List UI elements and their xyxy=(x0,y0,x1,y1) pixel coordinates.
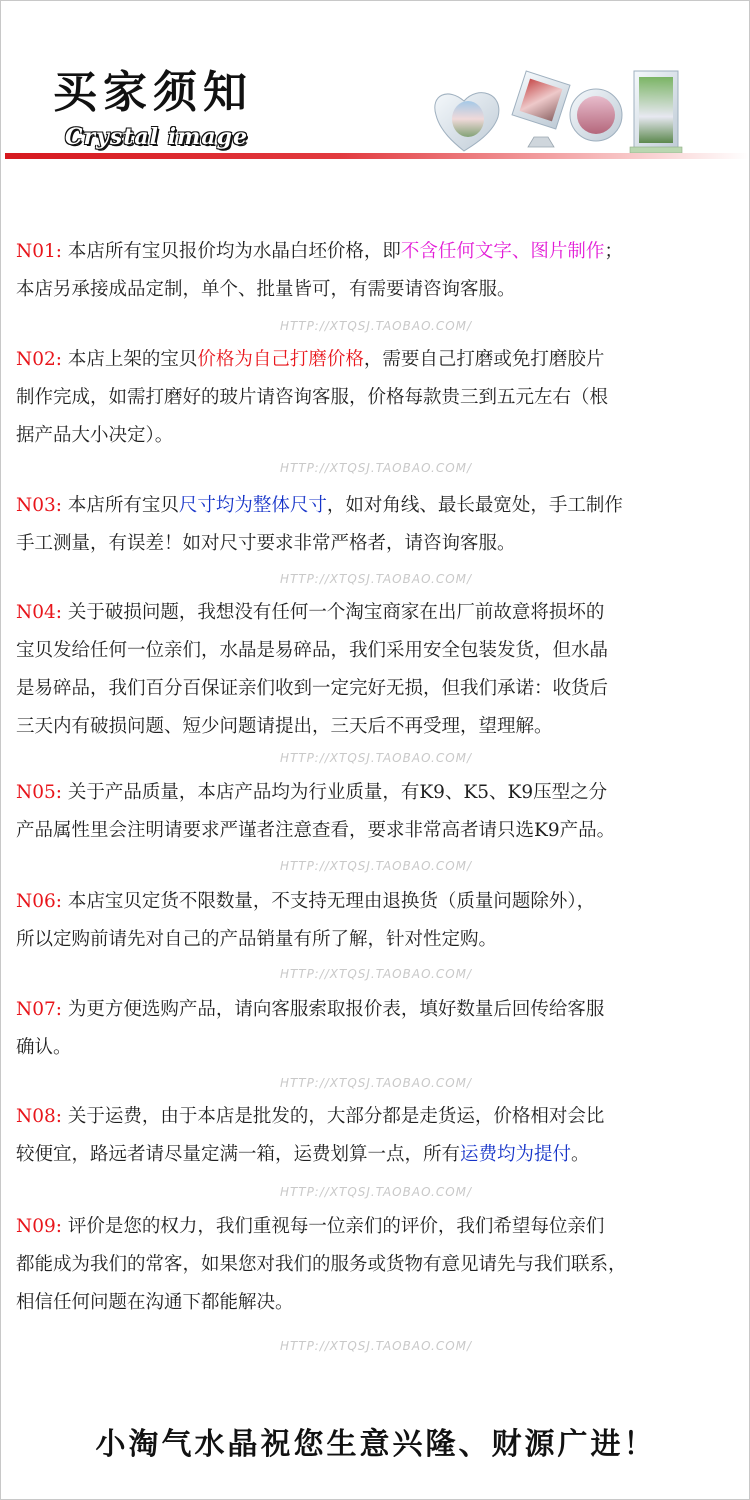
watermark-url: HTTP://XTQSJ.TAOBAO.COM/ xyxy=(279,859,473,873)
notice-line xyxy=(16,271,741,309)
notice-text: 产品属性里会注明请要求严谨者注意查看，要求非常高者请只选K9产品。 xyxy=(16,820,616,841)
footer-slogan: 小淘气水晶祝您生意兴隆、财源广进！ xyxy=(95,1427,657,1462)
notice-line xyxy=(16,1029,741,1067)
cube-crystal xyxy=(512,71,570,147)
notice-line xyxy=(16,708,741,746)
notice-line xyxy=(16,487,741,525)
notice-item-n04 xyxy=(16,594,741,746)
notice-text: 都能成为我们的常客，如果您对我们的服务或货物有意见请先与我们联系， xyxy=(16,1254,627,1275)
notice-text: 本店另承接成品定制，单个、批量皆可，有需要请咨询客服。 xyxy=(16,279,516,300)
watermark-url: HTTP://XTQSJ.TAOBAO.COM/ xyxy=(279,751,473,765)
highlight-text: 价格为自己打磨价格 xyxy=(197,349,364,370)
watermark-url: HTTP://XTQSJ.TAOBAO.COM/ xyxy=(279,572,473,586)
notice-line xyxy=(16,233,741,271)
notice-item-n06 xyxy=(16,883,741,959)
notice-number: N09: xyxy=(16,1216,62,1237)
notice-text: 本店所有宝贝 xyxy=(67,495,179,516)
notice-number: N06: xyxy=(16,891,62,912)
page-subtitle: Crystal image xyxy=(65,124,248,150)
notice-text: 评价是您的权力，我们重视每一位亲们的评价，我们希望每位亲们 xyxy=(67,1216,605,1237)
notice-number: N04: xyxy=(16,602,62,623)
notice-number: N01: xyxy=(16,241,62,262)
notice-item-n07 xyxy=(16,991,741,1067)
notice-item-n08 xyxy=(16,1098,741,1174)
notice-line xyxy=(16,1136,741,1174)
notice-line xyxy=(16,594,741,632)
highlight-text: 尺寸均为整体尺寸 xyxy=(178,495,327,516)
watermark-url: HTTP://XTQSJ.TAOBAO.COM/ xyxy=(279,967,473,981)
notice-text: 是易碎品，我们百分百保证亲们收到一定完好无损，但我们承诺：收货后 xyxy=(16,678,609,699)
notice-text: 确认。 xyxy=(16,1037,72,1058)
notice-text: 本店宝贝定货不限数量，不支持无理由退换货（质量问题除外）， xyxy=(67,891,596,912)
watermark-url: HTTP://XTQSJ.TAOBAO.COM/ xyxy=(279,319,473,333)
notice-text: 为更方便选购产品，请向客服索取报价表，填好数量后回传给客服 xyxy=(67,999,605,1020)
page-title: 买家须知 xyxy=(53,67,253,118)
header-divider xyxy=(5,153,749,159)
notice-line xyxy=(16,1246,741,1284)
notice-text: 手工测量，有误差！如对尺寸要求非常严格者，请咨询客服。 xyxy=(16,533,516,554)
plaque-crystal xyxy=(630,71,682,153)
notice-line xyxy=(16,1284,741,1322)
notice-number: N02: xyxy=(16,349,62,370)
watermark-url: HTTP://XTQSJ.TAOBAO.COM/ xyxy=(279,1339,473,1353)
notice-item-n09 xyxy=(16,1208,741,1322)
notice-text: 关于运费，由于本店是批发的，大部分都是走货运，价格相对会比 xyxy=(67,1106,605,1127)
notice-item-n01 xyxy=(16,233,741,309)
notice-line xyxy=(16,883,741,921)
header xyxy=(1,1,749,171)
notice-text: ，需要自己打磨或免打磨胶片 xyxy=(363,349,605,370)
round-crystal xyxy=(570,89,622,141)
notice-text: 制作完成，如需打磨好的玻片请咨询客服，价格每款贵三到五元左右（根 xyxy=(16,387,609,408)
notice-text: 关于破损问题，我想没有任何一个淘宝商家在出厂前故意将损坏的 xyxy=(67,602,605,623)
notice-text: 较便宜，路远者请尽量定满一箱，运费划算一点，所有 xyxy=(16,1144,461,1165)
notice-item-n05 xyxy=(16,774,741,850)
notice-text: 。 xyxy=(571,1144,590,1165)
crystal-products-image xyxy=(426,57,726,157)
notice-number: N05: xyxy=(16,782,62,803)
notice-line xyxy=(16,774,741,812)
notice-line xyxy=(16,417,741,455)
notice-line xyxy=(16,991,741,1029)
notice-line xyxy=(16,341,741,379)
notice-text: 据产品大小决定）。 xyxy=(16,425,174,446)
highlight-text: 不含任何文字、图片制作 xyxy=(400,241,605,262)
notice-number: N08: xyxy=(16,1106,62,1127)
notice-line xyxy=(16,670,741,708)
notice-number: N07: xyxy=(16,999,62,1020)
notice-text: ； xyxy=(604,241,623,262)
notice-item-n02 xyxy=(16,341,741,455)
highlight-text: 运费均为提付 xyxy=(460,1144,572,1165)
watermark-url: HTTP://XTQSJ.TAOBAO.COM/ xyxy=(279,1076,473,1090)
notice-text: ，如对角线、最长最宽处，手工制作 xyxy=(326,495,623,516)
notice-item-n03 xyxy=(16,487,741,563)
notice-number: N03: xyxy=(16,495,62,516)
notice-text: 关于产品质量，本店产品均为行业质量，有K9、K5、K9压型之分 xyxy=(67,782,608,803)
notice-text: 宝贝发给任何一位亲们，水晶是易碎品，我们采用安全包装发货，但水晶 xyxy=(16,640,609,661)
heart-crystal xyxy=(435,93,499,151)
notice-text: 相信任何问题在沟通下都能解决。 xyxy=(16,1292,294,1313)
notice-line xyxy=(16,379,741,417)
notice-text: 所以定购前请先对自己的产品销量有所了解，针对性定购。 xyxy=(16,929,498,950)
notice-line xyxy=(16,812,741,850)
notice-line xyxy=(16,1098,741,1136)
notice-line xyxy=(16,1208,741,1246)
notice-line xyxy=(16,632,741,670)
notice-text: 本店上架的宝贝 xyxy=(67,349,198,370)
notice-line xyxy=(16,525,741,563)
notice-text: 三天内有破损问题、短少问题请提出，三天后不再受理，望理解。 xyxy=(16,716,553,737)
notice-line xyxy=(16,921,741,959)
watermark-url: HTTP://XTQSJ.TAOBAO.COM/ xyxy=(279,461,473,475)
notice-text: 本店所有宝贝报价均为水晶白坯价格，即 xyxy=(67,241,401,262)
watermark-url: HTTP://XTQSJ.TAOBAO.COM/ xyxy=(279,1185,473,1199)
